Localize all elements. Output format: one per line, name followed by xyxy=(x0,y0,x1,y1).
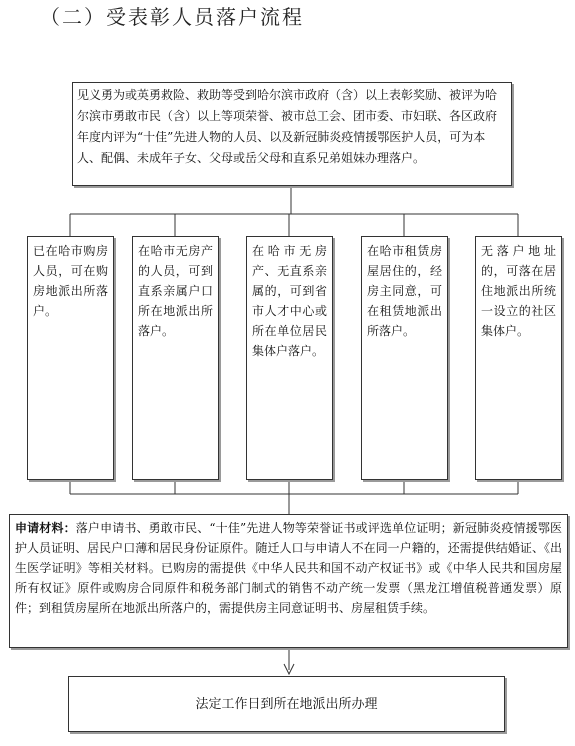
materials-colon: ： xyxy=(63,521,76,535)
final-step-box: 法定工作日到所在地派出所办理 xyxy=(68,676,505,732)
materials-text: 落户申请书、勇敢市民、“十佳”先进人物等荣誉证书或评选单位证明；新冠肺炎疫情援鄂医护人员证明、居民户口薄和居民身份证原件。随迁人口与申请人不在同一户籍的，还需提供结婚证、《出生医学证明》等相关材料。已购房的需提供《中华人民共和国不动产权证书》或《中华人民共和国房屋所有权证》原件或购房合同原件和税务部门制式的销售不动产统一发票（黑龙江增值税普通发票）原件；到租赁房屋所在地派出所落户的，需提供房主同意证明书、房屋租赁手续。 xyxy=(15,521,562,615)
branch-relative-household: 在哈市无房产的人员，可到直系亲属户口所在地派出所落户。 xyxy=(132,236,219,480)
materials-label: 申请材料 xyxy=(15,521,64,535)
materials-box xyxy=(9,514,568,648)
branch-talent-center: 在哈市无房产、无直系亲属的，可到省市人才中心或所在单位居民集体户落户。 xyxy=(246,236,333,480)
branch-rented-house: 在哈市租赁房屋居住的，经房主同意，可在租赁地派出所落户。 xyxy=(361,236,448,480)
branch-purchased-house: 已在哈市购房人员，可在购房地派出所落户。 xyxy=(27,236,114,480)
eligibility-box: 见义勇为或英勇救险、救助等受到哈尔滨市政府（含）以上表彰奖励、被评为哈尔滨市勇敢市民（含）以上等项荣誉、被市总工会、团市委、市妇联、各区政府年度内评为“十佳”先进人物的人员、以及新冠肺炎疫情援鄂医护人员，可为本人、配偶、未成年子女、父母或岳父母和直系兄弟姐妹办理落户。 xyxy=(72,82,512,186)
page-title: （二）受表彰人员落户流程 xyxy=(40,5,304,29)
branch-community-collective: 无落户地址的，可落在居住地派出所统一设立的社区集体户。 xyxy=(475,236,562,480)
